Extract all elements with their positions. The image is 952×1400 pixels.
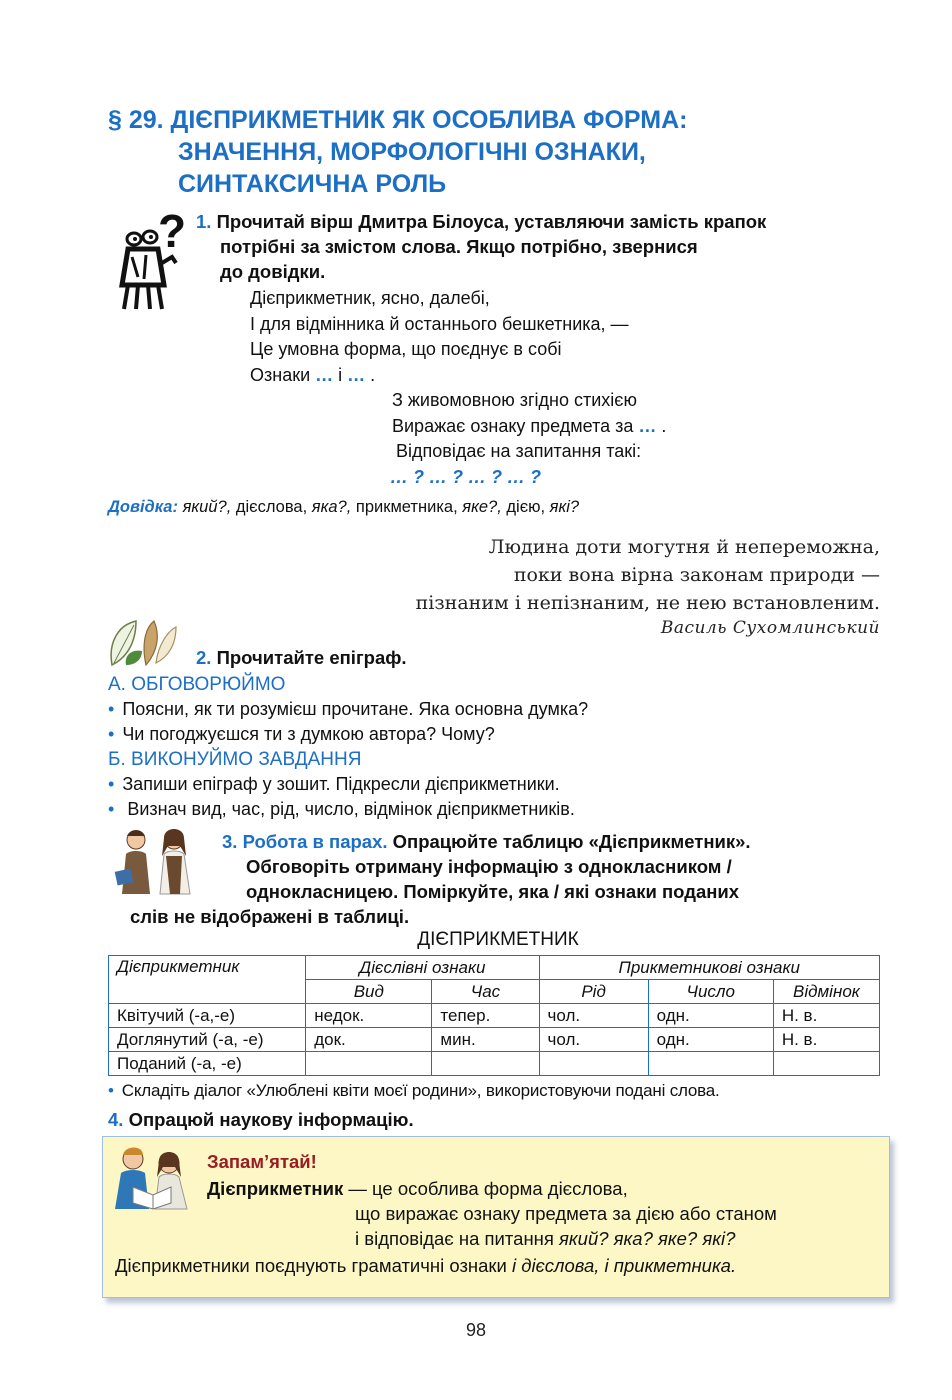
task-2 [196,645,407,670]
epigraph-line-2: поки вона вірна законам природи — [513,564,880,586]
task-4: 4. Опрацюй наукову інформацію. [108,1109,414,1130]
poem-line-5: З живомовною згідно стихією [392,390,637,410]
list-item: • Чи погоджуєшся ти з думкою автора? Чому? [108,724,495,744]
section-b-header: Б. ВИКОНУЙМО ЗАВДАННЯ [108,749,362,770]
task-1-line-1: Прочитай вірш Дмитра Білоуса, уставляючи замість крапок [216,211,767,232]
list-item: • Поясни, як ти розумієш прочитане. Яка основна думка? [108,699,589,719]
task-3: 3. Робота в парах. Опрацюйте таблицю «Дієприкметник». Обговоріть отриману інформацію з однокласником / однокласницею. Поміркуйте, яка / які ознаки поданих [222,831,751,902]
header-case: Відмінок [773,980,879,1004]
poem-line-4: Ознаки … і … . [250,364,376,385]
header-adjective-features: Прикметникові ознаки [539,956,879,980]
participle-table [108,955,880,1076]
title-line-2: ЗНАЧЕННЯ, МОРФОЛОГІЧНІ ОЗНАКИ, [178,138,646,166]
page-title [108,104,888,200]
table-row: Поданий (-а, -е) [109,1052,880,1076]
list-item: • Запиши епіграф у зошит. Підкресли дієприкметники. [108,774,560,794]
section-a-header: А. ОБГОВОРЮЙМО [108,674,286,695]
poem-line-8: … ? … ? … ? … ? [390,466,541,487]
epigraph-author: Василь Сухомлинський [660,618,880,638]
definition-line-1: Дієприкметник — це особлива форма дієслова, [207,1178,628,1199]
task-2-number: 2. [196,647,212,668]
students-pair-icon [106,826,206,903]
task-3-line-4: слів не відображені в таблиці. [130,906,410,927]
header-gender: Рід [539,980,648,1004]
header-verb-features: Дієслівні ознаки [306,956,539,980]
dialog-task: • Складіть діалог «Улюблені квіти моєї родини», використовуючи подані слова. [108,1081,720,1100]
remember-heading: Запам’ятай! [207,1151,317,1172]
task-1-line-3: до довідки. [220,261,326,282]
poem-line-3: Це умовна форма, що поєднує в собі [250,339,562,359]
students-reading-icon [109,1143,195,1218]
table-row: Квітучий (-а,-е) недок. тепер. чол. одн. Н. в. [109,1004,880,1028]
task-2-body [108,672,888,822]
poem-line-1: Дієприкметник, ясно, далебі, [250,288,490,308]
table-row: Доглянутий (-а, -е) док. мин. чол. одн. Н. в. [109,1028,880,1052]
poem-line-6: Виражає ознаку предмета за … . [392,415,667,436]
header-number: Число [648,980,773,1004]
poem-line-2: І для відмінника й останнього бешкетника, — [250,313,629,334]
epigraph-line-1: Людина доти могутня й непереможна, [488,536,880,558]
page-number: 98 [465,1320,487,1340]
task-1-line-2: потрібні за змістом слова. Якщо потрібно, звернися [220,236,698,257]
definition-line-2: що виражає ознаку предмета за дією або станом [355,1203,777,1224]
leaves-icon [106,617,178,674]
reference-label: Довідка: [108,498,178,516]
poem-line-7: Відповідає на запитання такі: [396,441,642,461]
header-aspect: Вид [306,980,432,1004]
question-character-icon [110,205,184,320]
poem [250,286,890,490]
title-line-3: СИНТАКСИЧНА РОЛЬ [178,170,447,198]
header-tense: Час [432,980,539,1004]
definition-line-3: і відповідає на питання який? яка? яке? які? [355,1228,736,1249]
task-1 [196,209,896,284]
header-participle: Дієприкметник [109,956,306,1004]
epigraph-line-3: пізнаним і непізнаним, не нею встановленим. [415,592,880,614]
definition-line-4: Дієприкметники поєднують граматичні ознаки і дієслова, і прикметника. [115,1255,737,1276]
reference-hint: Довідка: який?, дієслова, яка?, прикметника, яке?, дією, які? [108,498,580,516]
task-2-text: Прочитайте епіграф. [211,647,407,668]
term: Дієприкметник [207,1178,344,1199]
list-item: • Визнач вид, час, рід, число, відмінок дієприкметників. [108,799,575,819]
task-3-lead: Робота в парах. [237,831,388,852]
svg-text:?: ? [158,205,184,257]
remember-box [102,1136,890,1298]
table-caption: ДІЄПРИКМЕТНИК [417,929,579,950]
task-1-number: 1. [196,211,212,232]
title-line-1: § 29. ДІЄПРИКМЕТНИК ЯК ОСОБЛИВА ФОРМА: [108,106,688,134]
epigraph [260,533,880,639]
